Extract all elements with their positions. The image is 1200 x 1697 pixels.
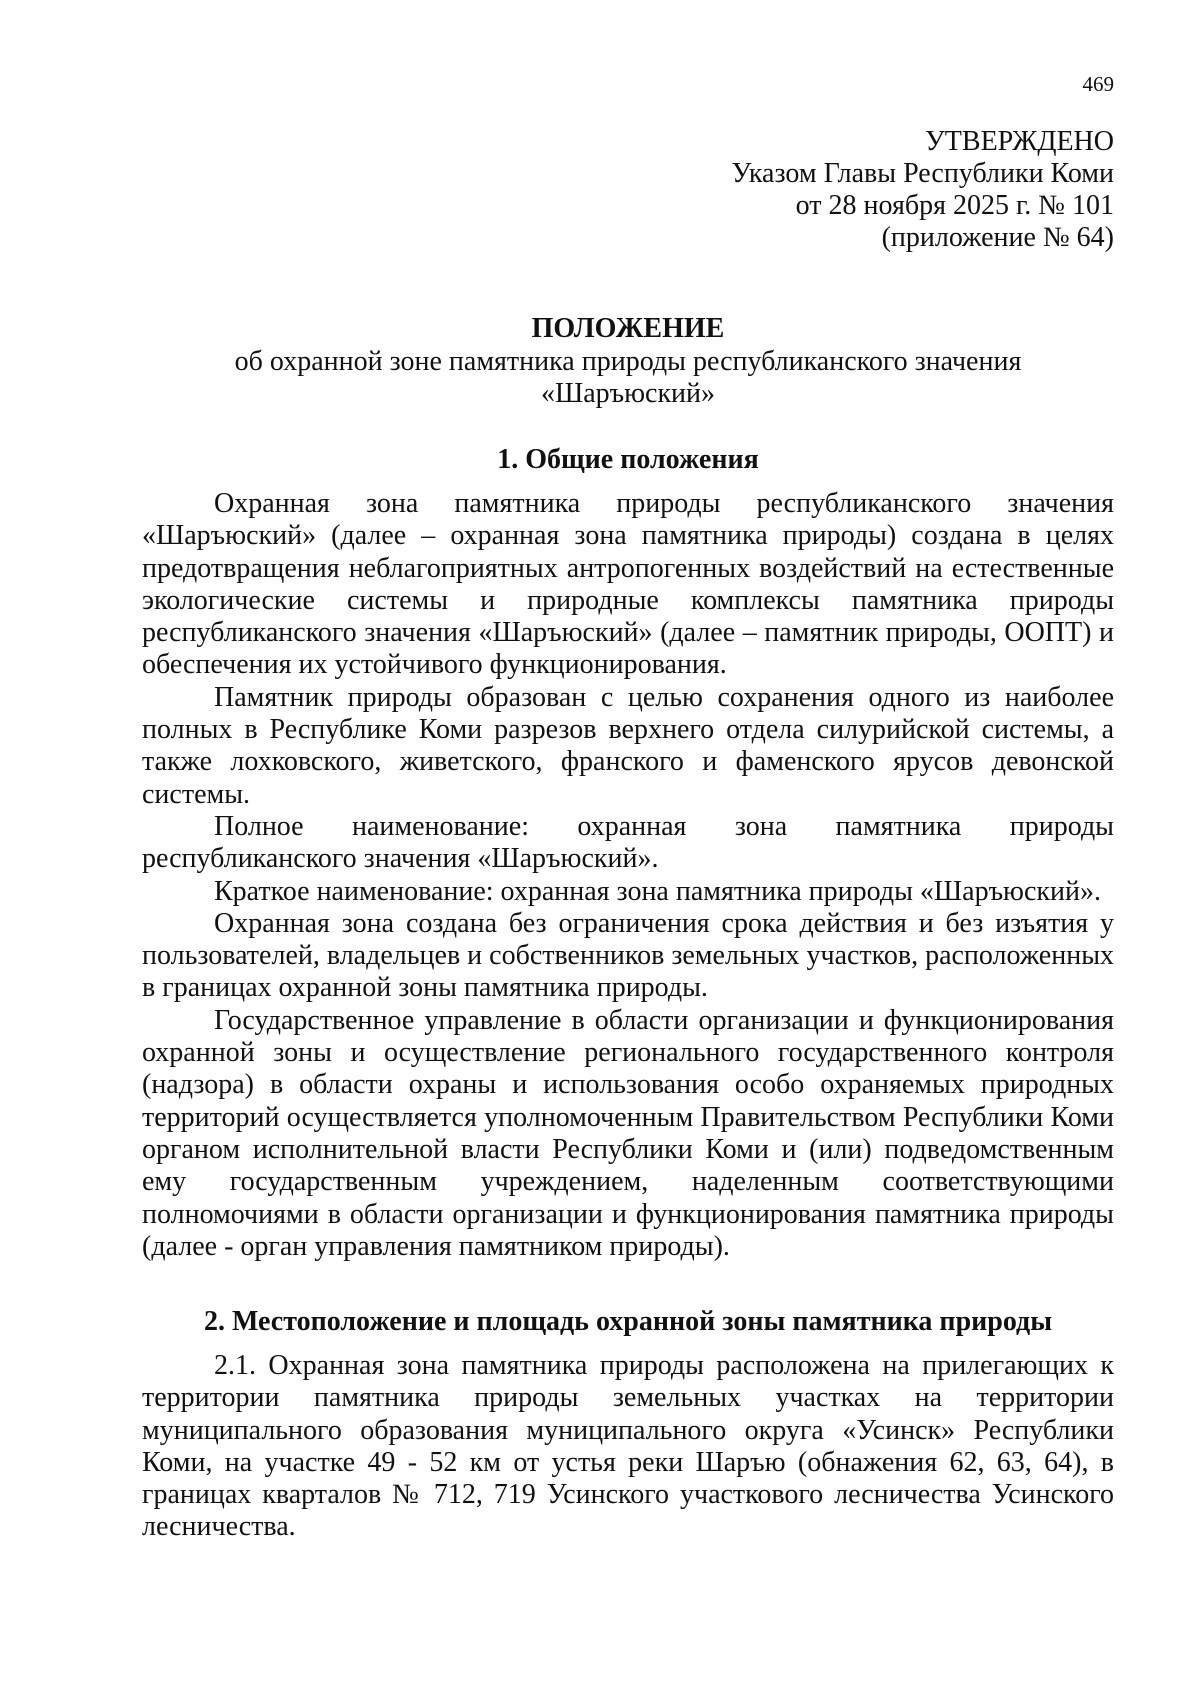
paragraph: 2.1. Охранная зона памятника природы расположена на прилегающих к территории памятника природы земельных участках на территории муниципального образования муниципального округа «Усинск» Республики Коми, на участке 49 - 52 км от устья реки Шаръю (обнажения 62, 63, 64), в границах кварталов № 712, 719 Усинского участкового лесничества Усинского лесничества. bbox=[142, 1350, 1114, 1543]
section-2-heading: 2. Местоположение и площадь охранной зоны памятника природы bbox=[203, 1306, 1053, 1337]
approval-annex: (приложение № 64) bbox=[881, 222, 1114, 253]
approval-stamp-block bbox=[414, 126, 1114, 254]
paragraph: Охранная зона памятника природы республиканского значения «Шаръюский» (далее – охранная зона памятника природы) создана в целях предотвращения неблагоприятных антропогенных воздействий на естественные экологические системы и природные комплексы памятника природы республиканского значения «Шаръюский» (далее – памятник природы, ООПТ) и обеспечения их устойчивого функционирования. bbox=[142, 488, 1114, 681]
document-subtitle-line-2: «Шаръюский» bbox=[540, 378, 716, 409]
document-subtitle-line-1: об охранной зоне памятника природы республиканского значения bbox=[234, 346, 1022, 377]
section-2-body bbox=[142, 1350, 1114, 1544]
document-title: ПОЛОЖЕНИЕ bbox=[531, 313, 725, 344]
paragraph: Охранная зона создана без ограничения срока действия и без изъятия у пользователей, владельцев и собственников земельных участков, расположенных в границах охранной зоны памятника природы. bbox=[142, 907, 1115, 1004]
approval-authority: Указом Главы Республики Коми bbox=[731, 158, 1114, 189]
paragraph: Памятник природы образован с целью сохранения одного из наиболее полных в Республике Коми разрезов верхнего отдела силурийской системы, а также лохковского, живетского, франского и фаменского ярусов девонской системы. bbox=[142, 681, 1114, 810]
approval-date-number: от 28 ноября 2025 г. № 101 bbox=[795, 190, 1114, 221]
section-1-body bbox=[142, 488, 1114, 1263]
paragraph: Полное наименование: охранная зона памятника природы республиканского значения «Шаръюский». bbox=[142, 810, 1114, 875]
section-1-heading: 1. Общие положения bbox=[497, 444, 759, 475]
paragraph: Государственное управление в области организации и функционирования охранной зоны и осуществление регионального государственного контроля (надзора) в области охраны и использования особо охраняемых природных территорий осуществляется уполномоченным Правительством Республики Коми органом исполнительной власти Республики Коми и (или) подведомственным ему государственным учреждением, наделенным соответствующими полномочиями в области организации и функционирования памятника природы (далее - орган управления памятником природы). bbox=[142, 1004, 1114, 1262]
paragraph: Краткое наименование: охранная зона памятника природы «Шаръюский». bbox=[214, 875, 1101, 907]
page-number: 469 bbox=[1082, 72, 1114, 96]
document-title-block bbox=[142, 312, 1114, 410]
approval-status: УТВЕРЖДЕНО bbox=[924, 126, 1114, 157]
